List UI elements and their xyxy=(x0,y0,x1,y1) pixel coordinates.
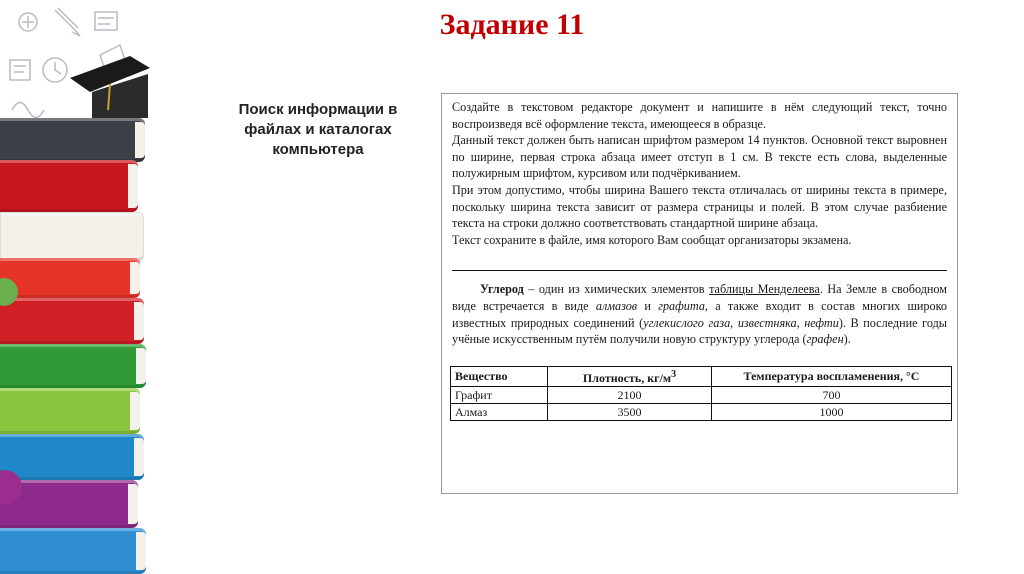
table-cell: Алмаз xyxy=(451,403,548,420)
book-blue-1 xyxy=(0,434,144,480)
separator-line xyxy=(452,270,947,271)
italic-word: графита xyxy=(658,298,705,313)
properties-table xyxy=(450,366,952,421)
sample-text xyxy=(452,281,947,347)
italic-word: графен xyxy=(806,332,844,347)
book-green-2 xyxy=(0,388,140,434)
page-title: Задание 11 xyxy=(439,8,585,41)
table-header-row xyxy=(451,366,952,386)
instruction-paragraph: Текст сохраните в файле, имя которого Вам сообщат организаторы экзамена. xyxy=(452,232,852,247)
sample-paragraph xyxy=(452,281,947,347)
text-run: и xyxy=(637,298,659,313)
task-instructions xyxy=(452,99,947,248)
column-header-text: Плотность, кг/м xyxy=(582,370,672,385)
table-cell: 700 xyxy=(712,386,952,403)
column-header: Вещество xyxy=(451,366,548,386)
book-green-1 xyxy=(0,344,146,388)
instruction-paragraph: Данный текст должен быть написан шрифтом размером 14 пунктов. Основной текст выровнен по ширине, первая строка абзаца имеет отступ в 1 см. В тексте есть слова, выделенные полужирным шрифтом, курсивом или подчёркиванием. xyxy=(452,133,947,181)
table-row xyxy=(451,386,952,403)
text-run: – один из химических элементов xyxy=(523,282,710,297)
book-red-1 xyxy=(0,160,138,212)
bold-word: Углерод xyxy=(480,282,524,297)
table-cell: 3500 xyxy=(548,403,712,420)
table-cell: 1000 xyxy=(712,403,952,420)
book-white xyxy=(0,212,144,262)
graduation-cap-icon xyxy=(70,48,150,128)
column-header xyxy=(548,366,712,386)
column-header: Температура воспламенения, °С xyxy=(712,366,952,386)
table-cell: 2100 xyxy=(548,386,712,403)
superscript: 3 xyxy=(671,368,677,380)
book-dark xyxy=(0,118,145,162)
decorative-books-illustration xyxy=(0,0,150,574)
text-run: ). В последние годы учёные искусственным путём получили новую структуру углерода ( xyxy=(452,315,947,347)
book-red-3 xyxy=(0,298,144,344)
topic-subtitle: Поиск информации в файлах и каталогах компьютера xyxy=(238,101,398,158)
underlined-phrase: таблицы Менделеева xyxy=(709,282,820,297)
book-blue-2 xyxy=(0,528,146,574)
table-cell: Графит xyxy=(451,386,548,403)
book-red-2 xyxy=(0,258,140,298)
italic-phrase: углекислого газа, известняка, нефти xyxy=(643,315,839,330)
italic-word: алмазов xyxy=(595,298,638,313)
text-run: , а также входит в состав многих широко известных природных соединений ( xyxy=(452,298,947,330)
text-run: ). xyxy=(843,332,851,347)
table-row xyxy=(451,403,952,420)
instruction-paragraph: Создайте в текстовом редакторе документ и напишите в нём следующий текст, точно воспроизведя всё оформление текста, имеющееся в образце. xyxy=(452,100,947,131)
text-run: . На Земле в свободном виде встречается в виде xyxy=(452,282,947,313)
instruction-paragraph: При этом допустимо, чтобы ширина Вашего текста отличалась от ширины текста в примере, поскольку ширина текста зависит от размера страницы и полей. В этом случае разбиение текста на строки должно соответствовать стандартной ширине абзаца. xyxy=(452,182,947,231)
task-document xyxy=(441,93,958,494)
